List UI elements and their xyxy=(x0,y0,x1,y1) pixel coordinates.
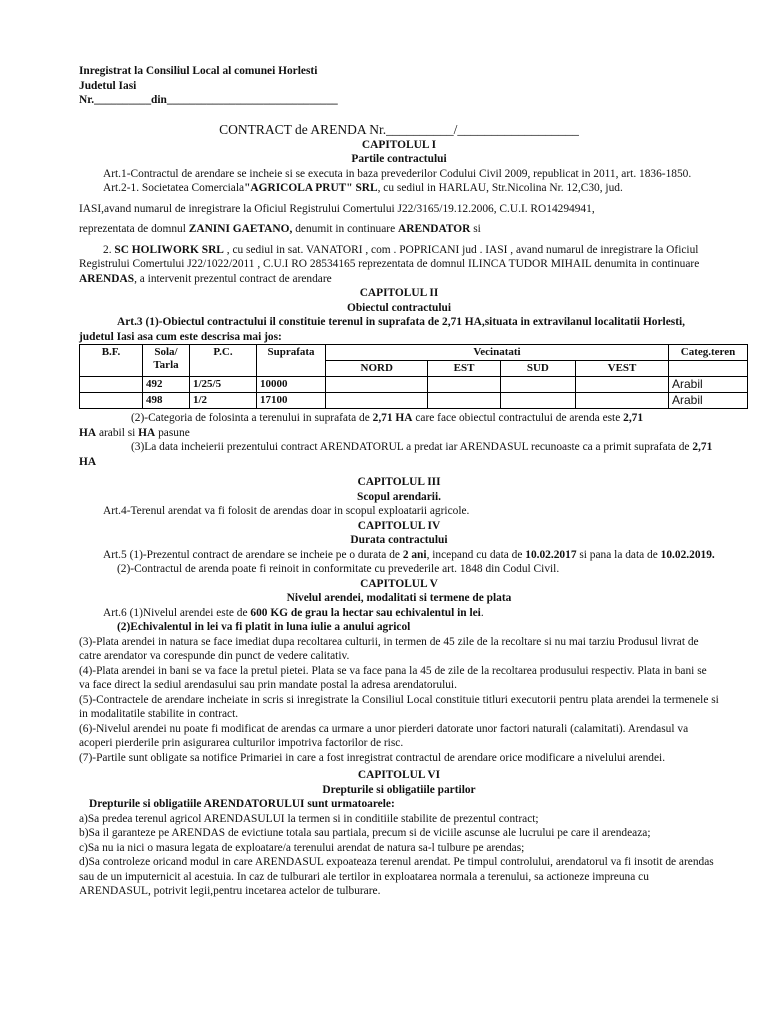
cell-est xyxy=(428,377,500,393)
cell-vest xyxy=(576,377,669,393)
cell-bf xyxy=(80,393,143,409)
article-6-para-4: (4)-Plata arendei in bani se va face la pretul pietei. Plata se va face pana la 45 de zile de la recoltarea produsului respectiv. Plata in bani se va face direct la sediul arendasului sau prin mandate postal la adresa arendatorului. xyxy=(79,664,707,691)
text: arabil si xyxy=(96,426,139,439)
text: care face obiectul contractului de arenda este xyxy=(412,412,624,424)
text: , a intervenit prezentul contract de arendare xyxy=(134,272,332,285)
registration-line-2: Judetul Iasi xyxy=(79,79,137,92)
cell-pc: 1/25/5 xyxy=(190,377,257,393)
chapter-6-title: CAPITOLUL VI xyxy=(357,769,441,781)
area: 2,71 HA xyxy=(79,441,713,468)
article-6 xyxy=(79,606,719,621)
text: , incepand cu data de xyxy=(426,548,526,561)
unit: HA xyxy=(79,426,97,439)
cell-categ: Arabil xyxy=(669,377,748,393)
company-name-2: SC HOLIWORK SRL xyxy=(114,243,224,256)
chapter-2-title: CAPITOLUL II xyxy=(359,287,439,299)
header-empty xyxy=(669,361,748,377)
rent-level: 600 KG de grau la hectar sau echivalentul in lei xyxy=(250,606,481,619)
text: reprezentata de domnul xyxy=(79,223,189,235)
table-row xyxy=(80,393,748,409)
company-name: "AGRICOLA PRUT" SRL xyxy=(244,182,378,194)
text: Art.5 (1)-Prezentul contract de arendare se incheie pe o durata de xyxy=(103,548,403,561)
article-6-para-7: (7)-Partile sunt obligate sa notifice Primariei in care a fost inregistrat contractul de arendare orice modificare a nivelului arendei. xyxy=(79,751,666,764)
cell-nord xyxy=(326,393,428,409)
contract-page xyxy=(79,64,736,899)
article-2-registration: IASI,avand numarul de inregistrare la Oficiul Registrului Comertului J22/3165/19.12.2006, C.U.I. RO14294941, xyxy=(79,202,595,215)
chapter-1-title: CAPITOLUL I xyxy=(361,138,437,151)
land-table xyxy=(79,344,748,409)
text: Art.6 (1)Nivelul arendei este de xyxy=(103,606,251,619)
header-est: EST xyxy=(428,361,500,377)
text: 2. xyxy=(103,243,115,256)
role-arendas: ARENDAS xyxy=(79,272,135,285)
chapter-3-title: CAPITOLUL III xyxy=(357,476,441,488)
chapter-5-subtitle: Nivelul arendei, modalitati si termene de plata xyxy=(286,592,512,604)
chapter-3-subtitle: Scopul arendarii. xyxy=(357,490,441,503)
cell-nord xyxy=(326,377,428,393)
cell-sud xyxy=(500,377,575,393)
cell-est xyxy=(428,393,500,409)
article-6-para-3: (3)-Plata arendei in natura se face imediat dupa recoltarea culturii, in termen de 45 zile de la recoltare si nu mai tarziu Produsul livrat de catre arendator va corespunde din punct de vedere calitativ. xyxy=(79,635,699,662)
header-bf: B.F. xyxy=(80,345,143,377)
cell-bf xyxy=(80,377,143,393)
article-5 xyxy=(79,548,719,563)
article-3: Art.3 (1)-Obiectul contractului il constituie terenul in suprafata de 2,71 HA,situata in extravilanul localitatii Horlesti, judetul Iasi asa cum este descrisa mai jos: xyxy=(79,316,686,343)
header-nord: NORD xyxy=(326,361,428,377)
obligation-c: c)Sa nu ia nici o masura legata de exploatare/a terenului arendat de natura sa-l tulbure pe arendas; xyxy=(79,841,525,854)
registration-header xyxy=(79,64,719,108)
cell-sola: 498 xyxy=(143,393,190,409)
header-categ: Categ.teren xyxy=(669,345,748,361)
table-header-row xyxy=(80,345,748,361)
chapter-6-subtitle: Drepturile si obligatiile partilor xyxy=(322,783,476,796)
cell-vest xyxy=(576,393,669,409)
article-2-representative xyxy=(79,222,719,237)
chapter-6-intro: Drepturile si obligatiile ARENDATORULUI sunt urmatoarele: xyxy=(89,798,395,810)
duration: 2 ani xyxy=(402,548,427,561)
chapter-2-subtitle: Obiectul contractului xyxy=(346,301,452,314)
role-arendator: ARENDATOR xyxy=(398,223,471,235)
text: , cu sediul in HARLAU, Str.Nicolina Nr. 12,C30, jud. xyxy=(377,182,623,194)
cell-suprafata: 17100 xyxy=(257,393,326,409)
obligation-b: b)Sa il garanteze pe ARENDAS de evictiune totala sau partiala, precum si de viciile ascunse ale lucrului pe care il arendeaza; xyxy=(79,827,651,839)
text: pasune xyxy=(155,426,190,439)
unit: HA xyxy=(138,426,156,439)
table-row xyxy=(80,377,748,393)
text: . xyxy=(480,606,484,619)
article-4: Art.4-Terenul arendat va fi folosit de arendas doar in scopul exploatarii agricole. xyxy=(103,505,470,517)
registration-line-3: Nr.__________din______________________________ xyxy=(79,94,338,106)
header-sud: SUD xyxy=(500,361,575,377)
header-pc: P.C. xyxy=(190,345,257,377)
text: si xyxy=(470,223,481,235)
header-suprafata: Suprafata xyxy=(257,345,326,377)
article-2-party-1 xyxy=(79,181,719,196)
article-2-party-2 xyxy=(79,243,719,287)
cell-sud xyxy=(500,393,575,409)
area: 2,71 HA xyxy=(372,412,413,424)
text: si pana la data de xyxy=(576,548,661,561)
area: 2,71 xyxy=(623,412,644,424)
text: (2)-Categoria de folosinta a terenului in suprafata de xyxy=(131,412,373,424)
cell-categ: Arabil xyxy=(669,393,748,409)
text: , cu sediul in sat. VANATORI , com . POPRICANI jud . IASI , avand numarul de inregistrare la Oficiul Registrului Comertului J22/1022/2011 , C.U.I RO 28534165 reprezentata de domnul ILINCA TUDOR MIHAIL denumita in continuare xyxy=(79,243,700,270)
cell-pc: 1/2 xyxy=(190,393,257,409)
obligation-d: d)Sa controleze oricand modul in care ARENDASUL expoateaza terenul arendat. Pe timpul controlului, arendatorul va fi insotit de arendas sau de un imputernicit al acestuia. In caz de tulburari ale tertilor in exploatarea normala a terenului, sa actioneze impreuna cu ARENDASUL, potrivit legii,pentru incetarea actelor de tulburare. xyxy=(79,856,714,897)
article-1: Art.1-Contractul de arendare se incheie si se executa in baza prevederilor Codului Civil 2009, republicat in 2011, art. 1836-1850. xyxy=(103,167,692,180)
article-6-para-5: (5)-Contractele de arendare incheiate in scris si inregistrate la Consiliul Local constituie titluri executorii pentru plata arendei la termenele si in modalitatile stabilite in contract. xyxy=(79,693,719,720)
cell-sola: 492 xyxy=(143,377,190,393)
text: denumit in continuare xyxy=(292,223,398,235)
obligation-a: a)Sa predea terenul agricol ARENDASULUI la termen si in conditiile stabilite de prezentul contract; xyxy=(79,812,539,825)
chapter-4-title: CAPITOLUL IV xyxy=(357,519,441,532)
end-date: 10.02.2019. xyxy=(660,548,715,561)
cell-suprafata: 10000 xyxy=(257,377,326,393)
article-3-para-2 xyxy=(79,411,719,440)
header-sola: Sola/ Tarla xyxy=(143,345,190,377)
chapter-5-title: CAPITOLUL V xyxy=(360,577,438,590)
article-6-para-2: (2)Echivalentul in lei va fi platit in luna iulie a anului agricol xyxy=(117,621,411,633)
article-5-para-2: (2)-Contractul de arenda poate fi reinoit in conformitate cu prevederile art. 1848 din Codul Civil. xyxy=(117,563,560,575)
article-6-para-6: (6)-Nivelul arendei nu poate fi modificat de arendas ca urmare a unor pierderi datorate unor factori naturali (calamitati). Arendasul va acoperi pierderile prin asigurarea culturilor impotriva factorilor de risc. xyxy=(79,722,689,749)
header-vecinatati: Vecinatati xyxy=(326,345,669,361)
chapter-1-subtitle: Partile contractului xyxy=(351,153,447,165)
contract-title: CONTRACT de ARENDA Nr.__________/__________________ xyxy=(219,121,579,137)
header-vest: VEST xyxy=(576,361,669,377)
chapter-4-subtitle: Durata contractului xyxy=(350,534,448,546)
article-3-para-3 xyxy=(79,440,719,469)
text: (3)La data incheierii prezentului contract ARENDATORUL a predat iar ARENDASUL recunoaste ca a primit suprafata de xyxy=(131,441,693,453)
text: Art.2-1. Societatea Comerciala xyxy=(103,182,245,194)
start-date: 10.02.2017 xyxy=(525,548,577,561)
representative-name: ZANINI GAETANO, xyxy=(188,223,293,235)
registration-line-1: Inregistrat la Consiliul Local al comunei Horlesti xyxy=(79,65,318,77)
